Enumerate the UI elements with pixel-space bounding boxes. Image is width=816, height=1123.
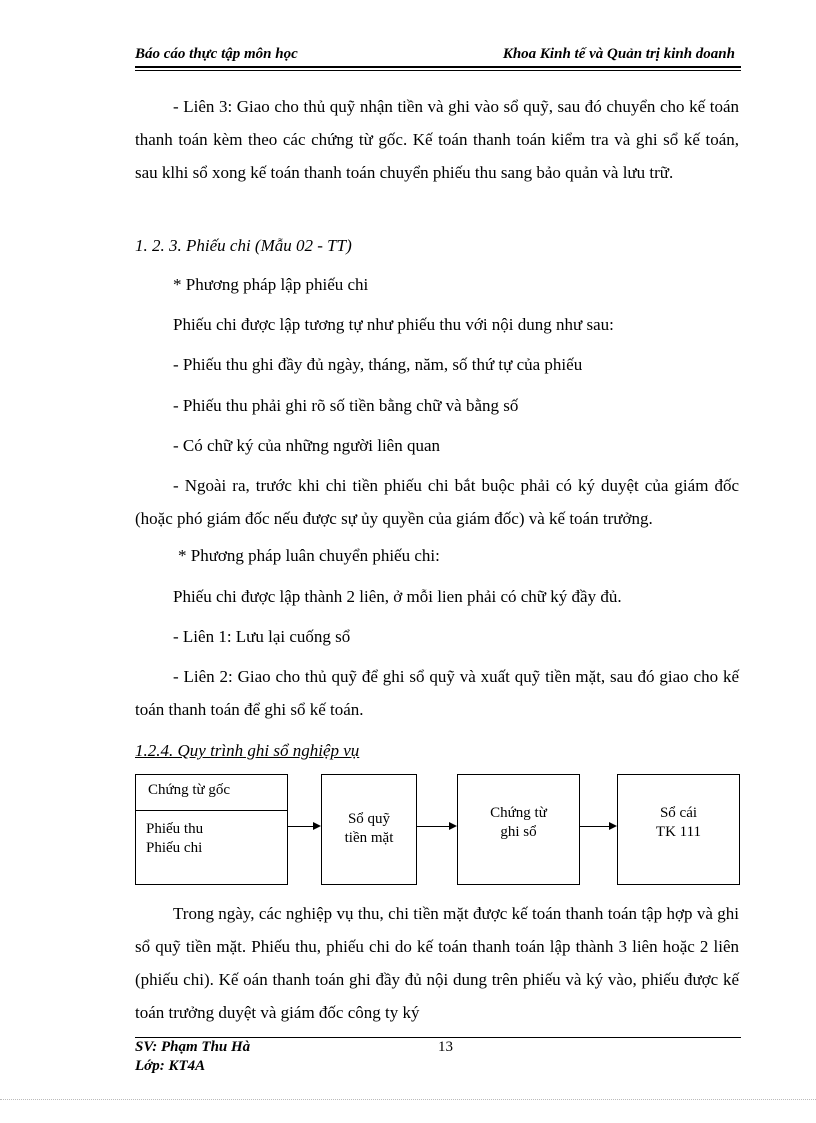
list-item: - Liên 1: Lưu lại cuống sổ — [173, 627, 351, 646]
footer-class: Lớp: KT4A — [135, 1058, 206, 1074]
list-item: - Có chữ ký của những người liên quan — [173, 436, 441, 455]
box-voucher-line1: Chứng từ — [490, 805, 547, 821]
box-cash-book — [321, 774, 417, 885]
list-item: - Ngoài ra, trước khi chi tiền phiếu chi bắt buộc phải có ký duyệt của giám đốc (hoặc phó giám đốc nếu được sự ủy quyền của giám đốc) và kế toán trưởng. — [135, 476, 739, 528]
box-ledger-line1: Sổ cái — [659, 805, 698, 821]
box-source-documents-list — [136, 812, 287, 858]
box-source-documents-title: Chứng từ gốc — [136, 775, 287, 811]
rotate-intro: Phiếu chi được lập thành 2 liên, ở mỗi lien phải có chữ ký đầy đủ. — [173, 587, 622, 606]
box-voucher — [457, 774, 580, 885]
arrow-2 — [417, 826, 449, 827]
box-source-documents — [135, 774, 288, 885]
list-item: - Liên 2: Giao cho thủ quỹ để ghi sổ quỹ và xuất quỹ tiền mặt, sau đó giao cho kế toán thanh toán để ghi sổ kế toán. — [135, 667, 739, 719]
box-payment-label: Phiếu chi — [146, 840, 203, 856]
footer-student: SV: Phạm Thu Hà — [135, 1039, 251, 1055]
method-create-heading: * Phương pháp lập phiếu chi — [173, 275, 369, 294]
arrow-3 — [580, 826, 609, 827]
method-rotate-heading: * Phương pháp luân chuyển phiếu chi: — [178, 546, 440, 565]
box-receipt-label: Phiếu thu — [146, 821, 204, 837]
list-item: - Phiếu thu ghi đầy đủ ngày, tháng, năm, số thứ tự của phiếu — [173, 355, 583, 374]
closing-paragraph: Trong ngày, các nghiệp vụ thu, chi tiền mặt được kế toán thanh toán tập hợp và ghi sổ quỹ tiền mặt. Phiếu thu, phiếu chi do kế toán thanh toán lập thành 3 liên hoặc 2 liên (phiếu chi). Kế oán thanh toán ghi đầy đủ nội dung trên phiếu và ký vào, phiếu được kế toán trưởng duyệt và giám đốc công ty ký — [135, 904, 739, 1022]
page-header — [135, 44, 741, 68]
page-number: 13 — [438, 1039, 453, 1055]
box-voucher-line2: ghi sổ — [500, 824, 537, 840]
arrow-1 — [288, 826, 313, 827]
box-cash-book-line2: tiền mặt — [344, 830, 394, 846]
arrow-3-head — [609, 822, 617, 830]
paragraph-lien-3: - Liên 3: Giao cho thủ quỹ nhận tiền và ghi vào sổ quỹ, sau đó chuyển cho kế toán thanh toán kèm theo các chứng từ gốc. Kế toán thanh toán kiểm tra và ghi sổ kế toán, sau klhi sổ xong kế toán thanh toán chuyển phiếu thu sang bảo quản và lưu trữ. — [135, 97, 739, 182]
arrow-1-head — [313, 822, 321, 830]
footer-divider — [135, 1037, 741, 1038]
section-heading-1-2-4: 1.2.4. Quy trình ghi sổ nghiệp vụ — [135, 741, 360, 760]
list-item: - Phiếu thu phải ghi rõ số tiền bằng chữ và bằng số — [173, 396, 519, 415]
create-intro: Phiếu chi được lập tương tự như phiếu thu với nội dung như sau: — [173, 315, 614, 334]
section-heading-1-2-3: 1. 2. 3. Phiếu chi (Mẫu 02 - TT) — [135, 236, 352, 255]
box-cash-book-line1: Sổ quỹ — [347, 811, 391, 827]
header-divider — [135, 70, 741, 71]
page-bottom-rule — [0, 1099, 816, 1100]
box-ledger-line2: TK 111 — [655, 824, 702, 840]
header-faculty: Khoa Kinh tế và Quản trị kinh doanh — [502, 46, 735, 62]
arrow-2-head — [449, 822, 457, 830]
header-report-title: Báo cáo thực tập môn học — [135, 46, 298, 62]
box-ledger — [617, 774, 740, 885]
